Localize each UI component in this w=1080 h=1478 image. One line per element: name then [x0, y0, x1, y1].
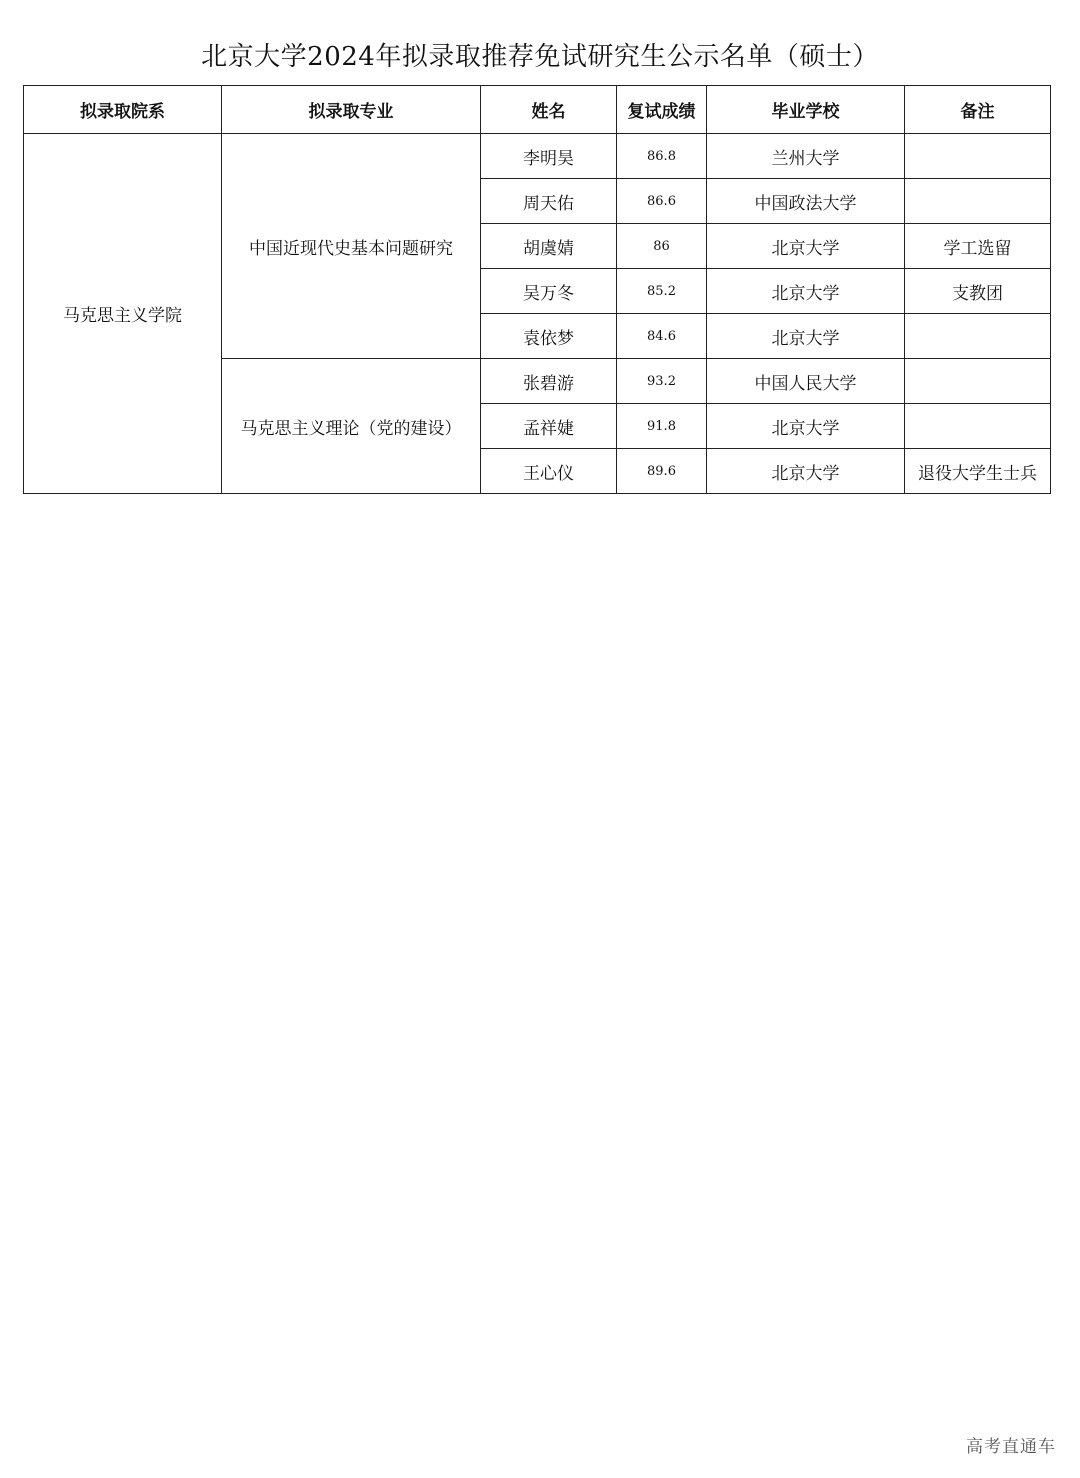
score-cell: 93.2: [617, 359, 707, 404]
score-cell: 91.8: [617, 404, 707, 449]
header-name: 姓名: [481, 86, 617, 134]
header-score: 复试成绩: [617, 86, 707, 134]
table-row: [24, 134, 1051, 179]
document-title: 北京大学2024年拟录取推荐免试研究生公示名单（硕士）: [201, 42, 879, 72]
student-name-cell: 李明昊: [481, 134, 617, 179]
note-cell: 退役大学生士兵: [905, 449, 1051, 494]
note-cell: [905, 314, 1051, 359]
watermark-text: 高考直通车: [966, 1437, 1056, 1457]
header-school: 毕业学校: [707, 86, 905, 134]
note-cell: 学工选留: [905, 224, 1051, 269]
school-cell: 北京大学: [707, 449, 905, 494]
score-cell: 86.6: [617, 179, 707, 224]
score-cell: 89.6: [617, 449, 707, 494]
score-cell: 84.6: [617, 314, 707, 359]
school-cell: 北京大学: [707, 224, 905, 269]
school-cell: 兰州大学: [707, 134, 905, 179]
score-cell: 86.8: [617, 134, 707, 179]
student-name-cell: 袁依梦: [481, 314, 617, 359]
score-cell: 85.2: [617, 269, 707, 314]
note-cell: [905, 134, 1051, 179]
major-cell: 马克思主义理论（党的建设）: [222, 359, 481, 494]
student-name-cell: 周天佑: [481, 179, 617, 224]
note-cell: [905, 404, 1051, 449]
department-cell: 马克思主义学院: [24, 134, 222, 494]
table-header-row: [24, 86, 1051, 134]
major-cell: 中国近现代史基本问题研究: [222, 134, 481, 359]
student-name-cell: 胡虞婧: [481, 224, 617, 269]
school-cell: 北京大学: [707, 269, 905, 314]
school-cell: 中国人民大学: [707, 359, 905, 404]
school-cell: 北京大学: [707, 314, 905, 359]
admission-table: [23, 85, 1051, 494]
student-name-cell: 王心仪: [481, 449, 617, 494]
header-note: 备注: [905, 86, 1051, 134]
header-major: 拟录取专业: [222, 86, 481, 134]
student-name-cell: 吴万冬: [481, 269, 617, 314]
student-name-cell: 张碧游: [481, 359, 617, 404]
note-cell: [905, 179, 1051, 224]
header-department: 拟录取院系: [24, 86, 222, 134]
school-cell: 中国政法大学: [707, 179, 905, 224]
school-cell: 北京大学: [707, 404, 905, 449]
note-cell: 支教团: [905, 269, 1051, 314]
student-name-cell: 孟祥婕: [481, 404, 617, 449]
score-cell: 86: [617, 224, 707, 269]
note-cell: [905, 359, 1051, 404]
